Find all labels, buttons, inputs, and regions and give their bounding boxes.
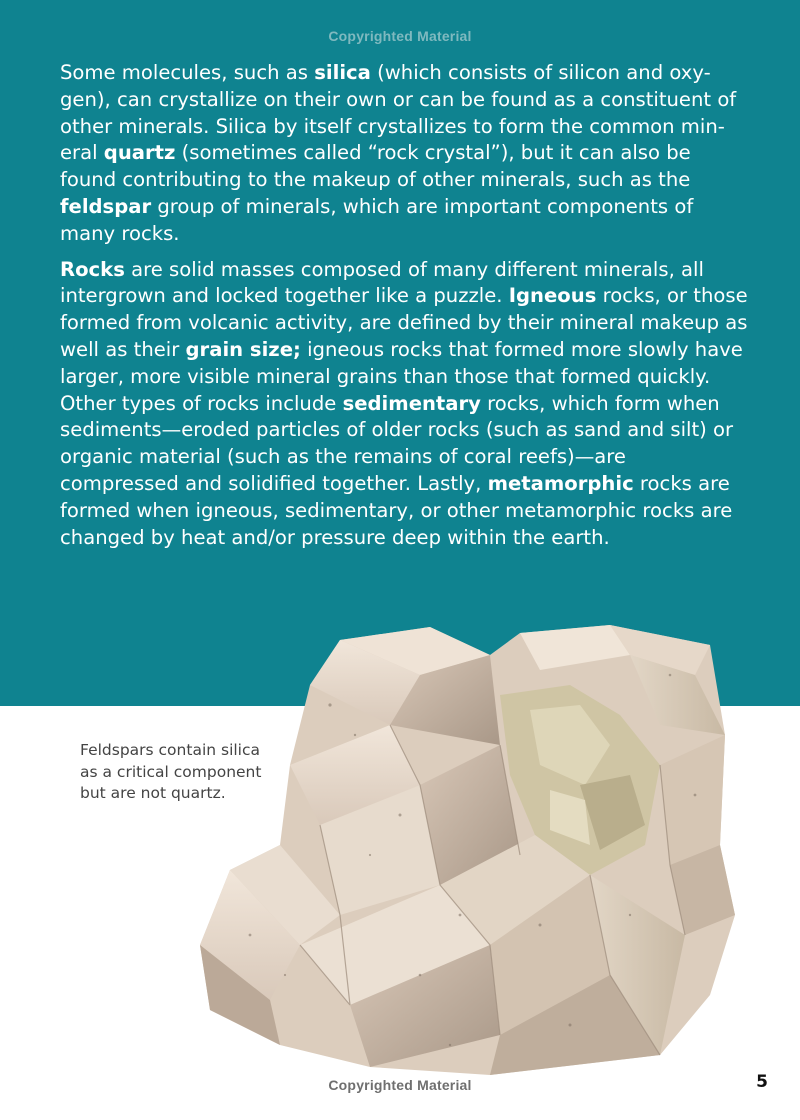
paragraph-rocks [60, 257, 750, 552]
bold-term: metamorphic [487, 471, 634, 495]
bold-term: Igneous [508, 284, 597, 308]
text-run: Some molecules, such as [60, 61, 315, 84]
bold-term: Rocks [60, 257, 125, 281]
text-run: rocks, which form when sediments—eroded particles of older rocks (such as sand and silt) or organic material (such as the remains of coral reefs)—are compressed and solidified together. Lastly, [60, 391, 734, 495]
bold-term: grain size; [185, 337, 301, 361]
text-run: are solid masses composed of many different minerals, all intergrown and locked together like a puzzle. [60, 257, 704, 308]
text-run: rocks are formed when igneous, sedimentary, or other metamorphic rocks are changed by heat and/or pressure deep within the earth. [60, 471, 733, 549]
body-text [60, 60, 750, 560]
text-run: (which consists of silicon and oxy-gen), can crystallize on their own or can be found as a constituent of other minerals. Silica by itself crystallizes to form the common min-eral [60, 61, 737, 165]
page-number: 5 [756, 1072, 768, 1092]
text-run: rocks, or those formed from volcanic activity, are defined by their mineral makeup as well as their [60, 284, 748, 361]
paragraph-minerals [60, 60, 750, 248]
text-run: igneous rocks that formed more slowly have larger, more visible mineral grains than those that formed quickly. Other types of rocks include [60, 337, 743, 415]
photo-caption: Feldspars contain silica as a critical component but are not quartz. [80, 741, 262, 802]
text-run: group of minerals, which are important components of many rocks. [60, 194, 694, 245]
bold-term: feldspar [60, 194, 152, 218]
bold-term: silica [314, 61, 371, 84]
watermark-top: Copyrighted Material [328, 28, 472, 44]
feldspar-crystal-icon [190, 615, 750, 1080]
bold-term: quartz [103, 141, 176, 165]
text-run: (sometimes called “rock crystal”), but it can also be found contributing to the makeup of other minerals, such as the [60, 141, 691, 192]
watermark-bottom: Copyrighted Material [328, 1077, 472, 1093]
bold-term: sedimentary [342, 391, 481, 415]
